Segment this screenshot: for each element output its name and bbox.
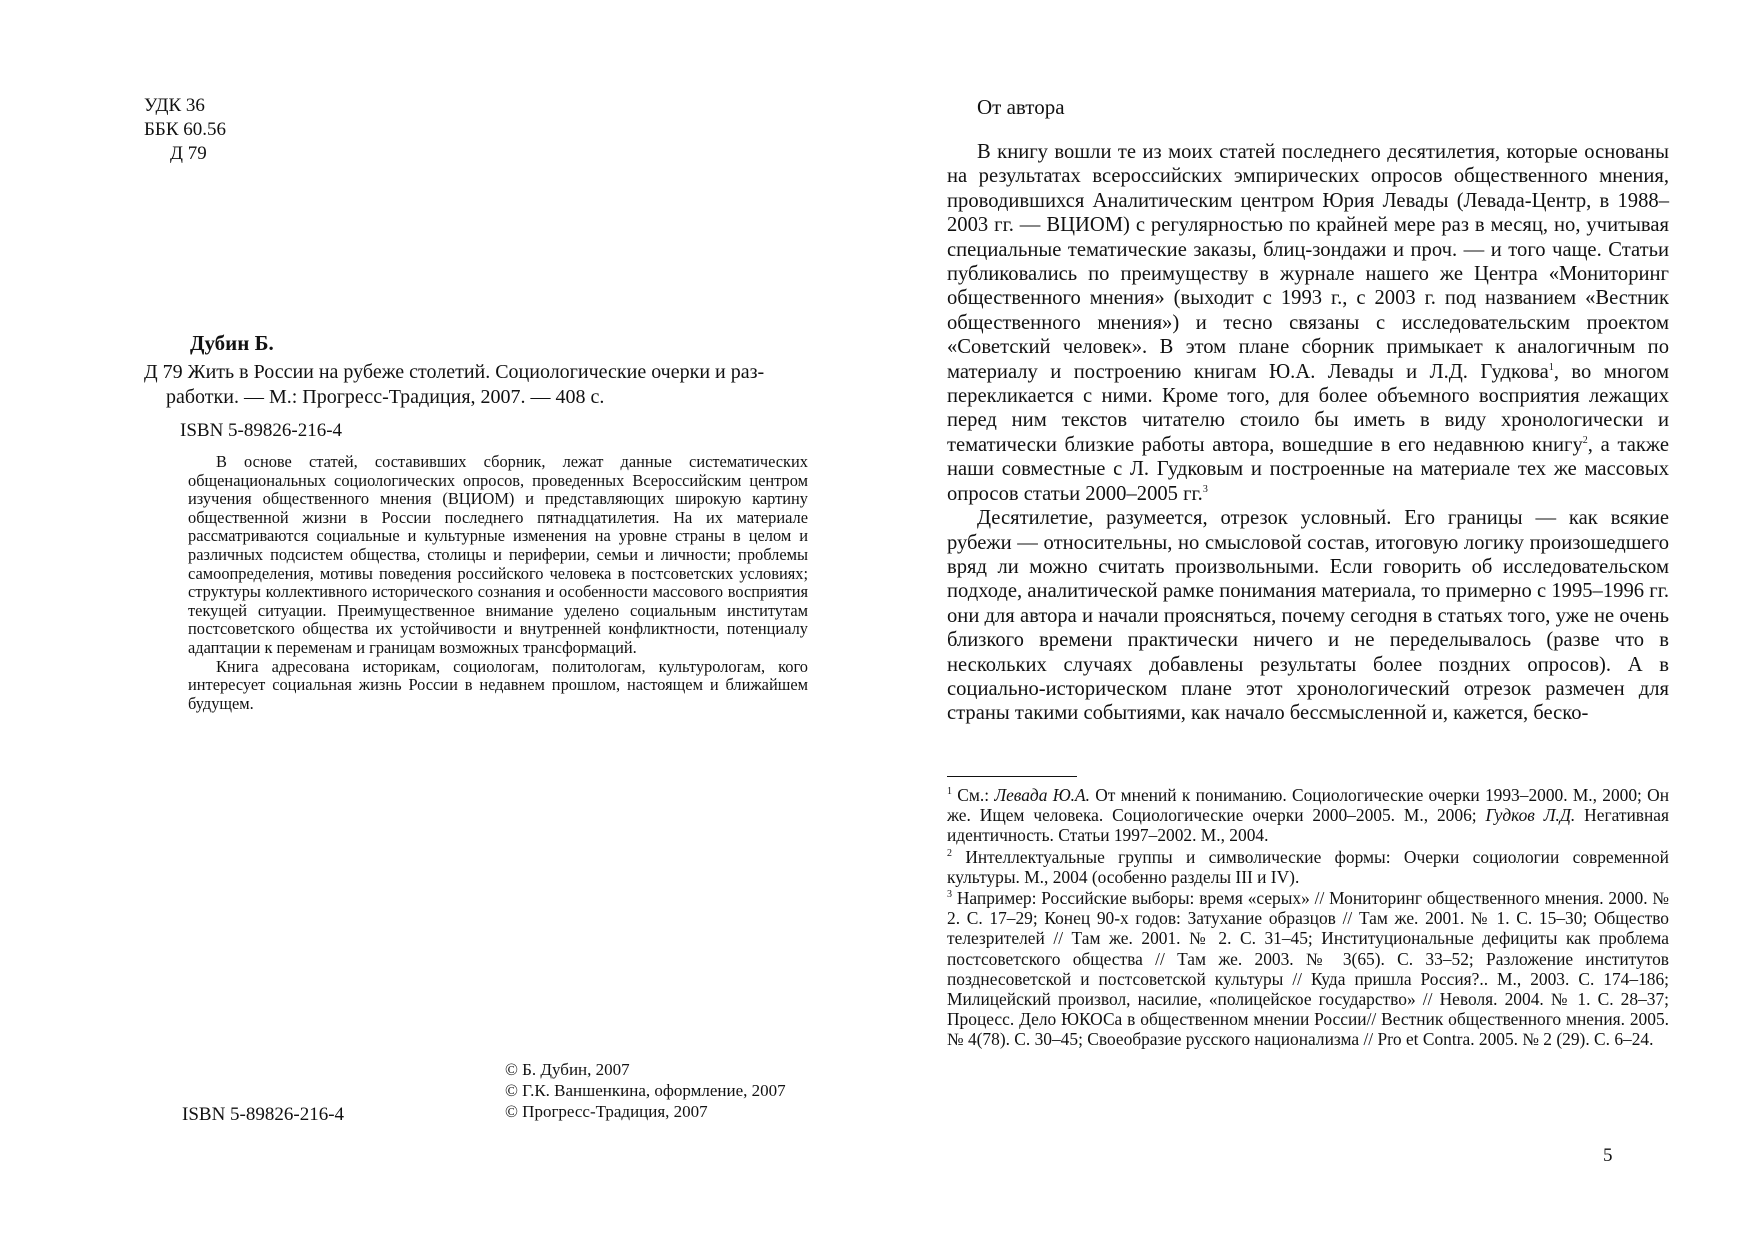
footnote-3 [947, 888, 1669, 1050]
udk-code: УДК 36 [144, 95, 205, 116]
annotation [188, 453, 808, 713]
annotation-paragraph: Книга адресована историкам, социологам, политологам, культурологам, кого интересует социальная жизнь России в недавнем прошлом, настоящем и ближайшем будущем. [188, 656, 808, 713]
page-number: 5 [1603, 1145, 1613, 1166]
copyright-block [505, 1059, 786, 1122]
footnote-ref-1[interactable]: 1 [1548, 361, 1554, 373]
footnote-text: Негативная идентичность. Статьи 1997–2002. М., 2004. [947, 805, 1670, 846]
body-paragraph: Десятилетие, разумеется, отрезок условный. Его границы — как всякие рубежи — относительны, но смысловой состав, итоговую логику произошедшего вряд ли можно считать произвольными. Если говорить об исследовательском подходе, аналитической рамке понимания материала, то примерно с 1995–1996 гг. они для автора и начали проясняться, почему сегодня в статьях того, уже не очень близкого времени практически ничего и не переделывалось (разве что в нескольких случаях добавлены результаты более поздних опросов). А в социально-историческом плане этот хронологический отрезок размечен для страны такими событиями, как начало бессмысленной и, кажется, беско- [947, 507, 1669, 725]
footnote-text: См.: [952, 785, 995, 805]
footnote-divider [947, 776, 1077, 777]
footnote-ref-3[interactable]: 3 [1202, 483, 1208, 495]
footnote-ref-2[interactable]: 2 [1582, 435, 1588, 447]
footnotes [947, 785, 1669, 1051]
footnote-2 [947, 847, 1669, 887]
copyright-line: © Прогресс-Традиция, 2007 [505, 1102, 708, 1121]
footnote-number: 3 [947, 889, 952, 901]
body-paragraph [947, 140, 1669, 506]
body-text: , а также наши совместные с Л. Гудковым и построенные на материале тех же массовых опросов статьи 2000–2005 гг. [947, 433, 1669, 505]
author-heading: Дубин Б. [190, 331, 274, 355]
section-title: От автора [977, 95, 1065, 119]
copyright-line: © Г.К. Ваншенкина, оформление, 2007 [505, 1081, 786, 1100]
copyright-line: © Б. Дубин, 2007 [505, 1060, 630, 1079]
publication-line: работки. — М.: Прогресс-Традиция, 2007. — 408 с. [166, 386, 605, 408]
isbn-footer: ISBN 5-89826-216-4 [182, 1104, 345, 1125]
footnote-author: Гудков Л.Д. [1485, 805, 1576, 826]
footnote-author: Левада Ю.А. [994, 785, 1090, 805]
right-page [877, 0, 1755, 1241]
main-text [947, 140, 1669, 726]
footnote-text: Интеллектуальные группы и символические формы: Очерки социологии современной культуры. М., 2004 (особенно разделы III и IV). [947, 846, 1669, 887]
footnote-text: Например: Российские выборы: время «серых» // Мониторинг общественного мнения. 2000. № 2. С. 17–29; Конец 90-х годов: Затухание образцов // Там же. 2001. № 1. С. 15–30; Общество телезрителей // Там же. 2001. № 2. С. 31–45; Институциональные дефициты как проблема постсоветского общества // Там же. 2003. № 3(65). С. 33–52; Разложение институтов позднесоветской и постсоветской культуры // Куда пришла Россия?.. М., 2003. С. 174–186; Милицейский произвол, насилие, «полицейское государство» // Неволя. 2004. № 1. С. 28–37; Процесс. Дело ЮКОСа в общественном мнении России// Вестник общественного мнения. 2005. № 4(78). С. 30–45; Своеобразие русского национализма // Pro et Contra. 2005. № 2 (29). С. 6–24. [947, 888, 1669, 1050]
footnote-number: 2 [947, 847, 952, 859]
footnote-1 [947, 785, 1669, 846]
annotation-paragraph: В основе статей, составивших сборник, лежат данные систематических общенациональных социологических опросов, проведенных Всероссийским центром изучения общественного мнения (ВЦИОМ) и представляющих широкую картину общественной жизни в России последнего пятнадцатилетия. На их материале рассматриваются социальные и культурные изменения на уровне страны в целом и различных подсистем общества, столицы и периферии, семьи и личности; проблемы самоопределения, мотивы поведения российского человека в постсоветских условиях; структуры коллективного исторического сознания и особенности массового восприятия текущей ситуации. Преимущественное внимание уделено социальным институтам постсоветского общества их устойчивости и внутренней конфликтности, потенциалу адаптации к переменам и границам возможных трансформаций. [188, 452, 808, 657]
title-entry [144, 360, 812, 410]
body-text: , во многом перекликается с ними. Кроме того, для более объемного восприятия лежащих перед ним текстов читателю стоило бы иметь в виду хронологически и тематически близкие работы автора, вошедшие в его недавнюю книгу [947, 360, 1669, 456]
footnote-number: 1 [947, 786, 952, 798]
body-text: В книгу вошли те из моих статей последнего десятилетия, которые основаны на результатах всероссийских эмпирических опросов общественного мнения, проводившихся Аналитическим центром Юрия Левады (Левада-Центр, в 1988–2003 гг. — ВЦИОМ) с регулярностью по крайней мере раз в месяц, но, учитывая специальные тематические заказы, блиц-зондажи и проч. — и того чаще. Статьи публиковались по преимуществу в журнале нашего же Центра «Мониторинг общественного мнения» (выходит с 1993 г., с 2003 г. под названием «Вестник общественного мнения») и тесно связаны с исследовательским проектом «Советский человек». В этом плане сборник примыкает к аналогичным по материалу и построению книгам Ю.А. Левады и Л.Д. Гудкова [947, 141, 1669, 383]
bibliographic-record [144, 330, 812, 713]
bbk-code: ББК 60.56 [144, 119, 226, 140]
footnote-text: От мнений к пониманию. Социологические очерки 1993–2000. М., 2000; Он же. Ищем человека. Социологические очерки 2000–2005. М., 2006; [947, 785, 1669, 826]
left-page [0, 0, 877, 1241]
isbn-record: ISBN 5-89826-216-4 [180, 420, 343, 441]
title-line: Д 79 Жить в России на рубеже столетий. Социологические очерки и раз- [144, 361, 765, 383]
classification-codes [144, 94, 226, 166]
author-mark: Д 79 [170, 143, 207, 164]
